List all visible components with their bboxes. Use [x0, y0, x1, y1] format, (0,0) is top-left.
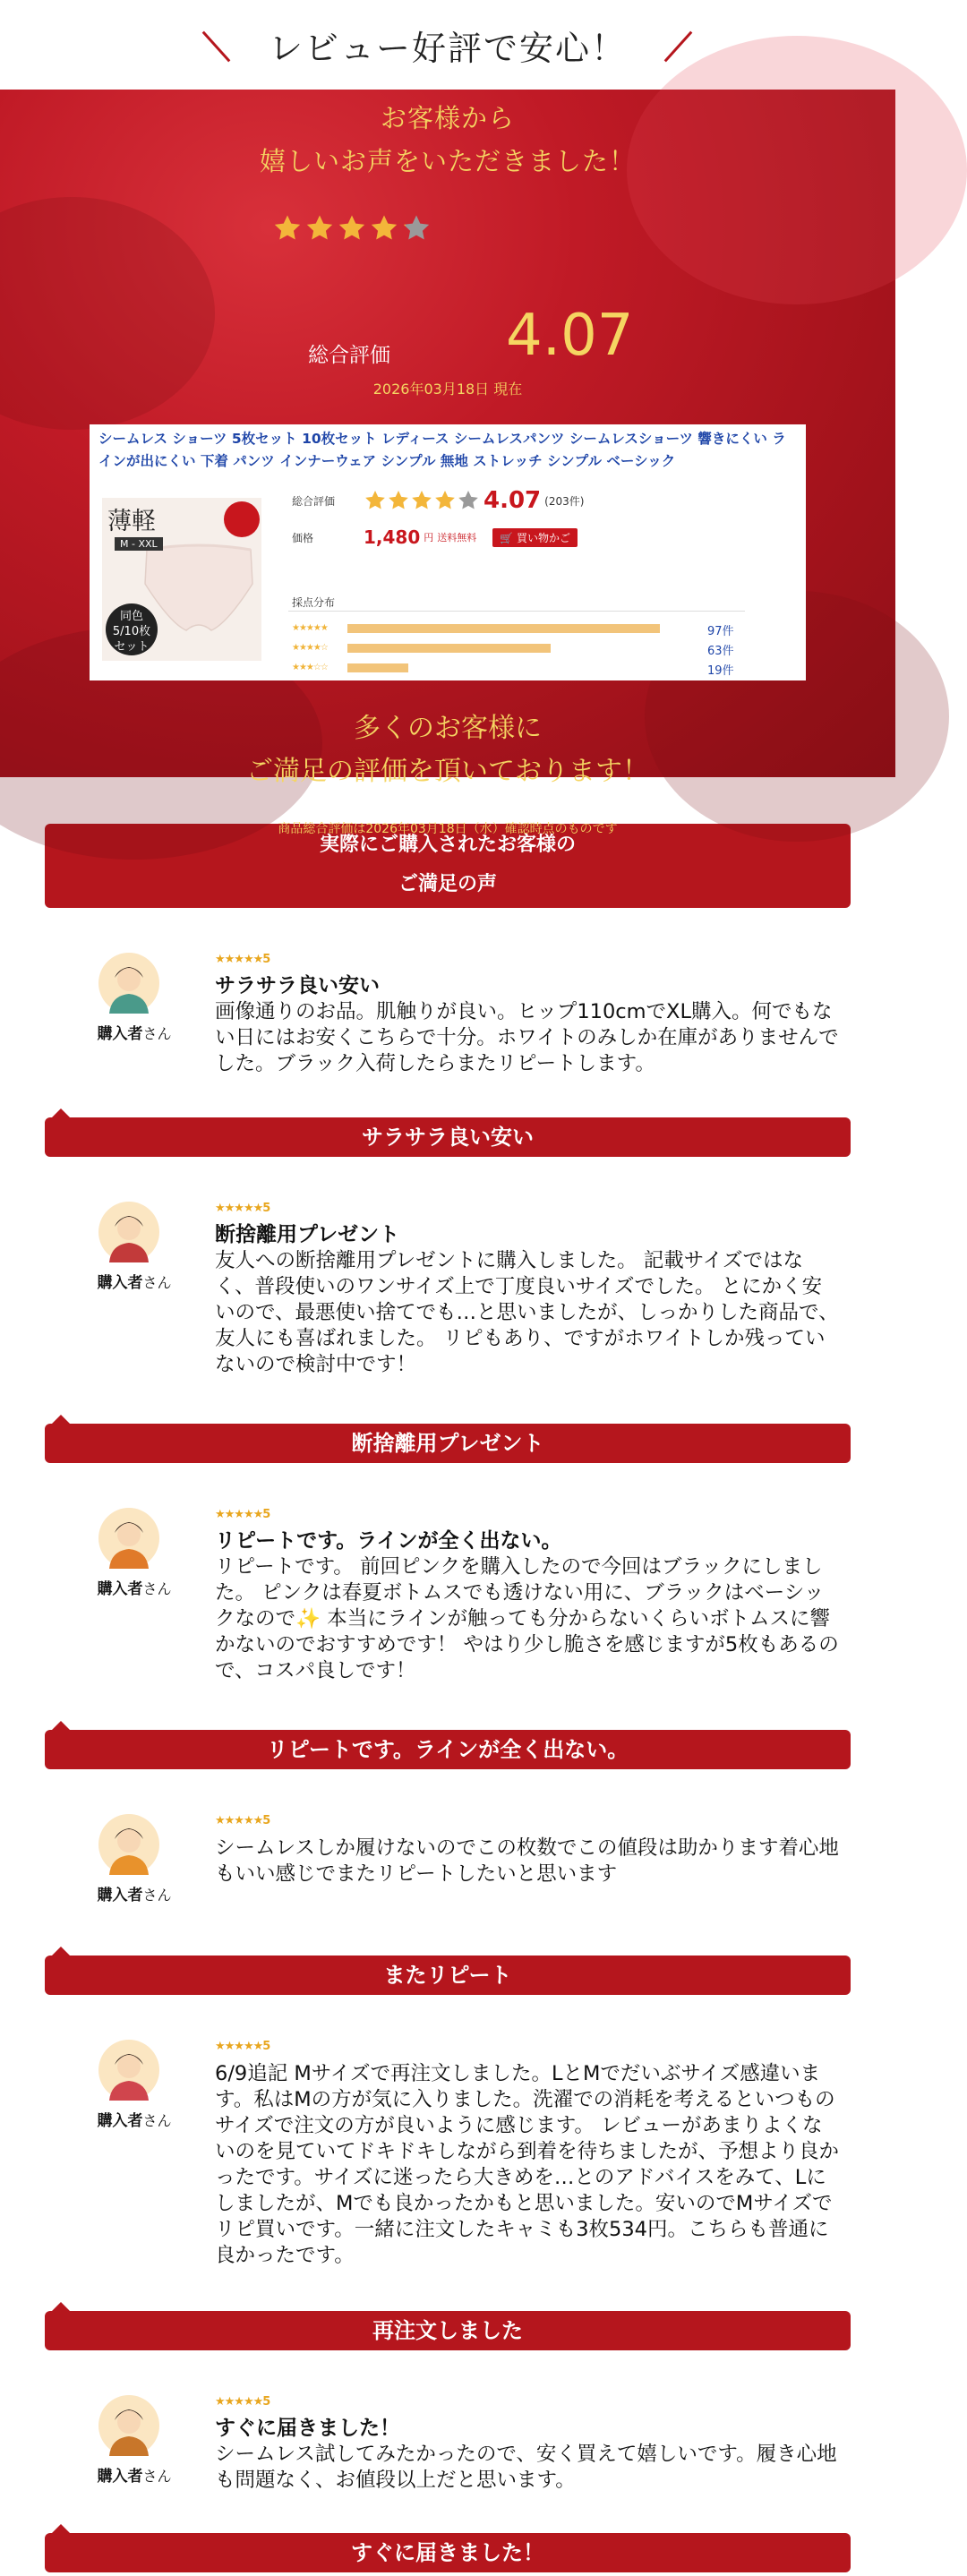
- hero-lead-line1: お客様から: [380, 103, 515, 133]
- review-card: [45, 1202, 851, 1467]
- review-headline-bar: 再注文しました: [45, 2311, 851, 2350]
- distribution-title: 採点分布: [292, 596, 336, 609]
- review-card: [45, 2040, 851, 2354]
- reviewer-name-text: 購入者: [97, 1580, 143, 1598]
- distribution-bar: [347, 663, 408, 672]
- rating-score: 4.07: [506, 303, 634, 369]
- reviewer-name-text: 購入者: [97, 1025, 143, 1043]
- product-rating-row: [292, 487, 584, 514]
- hero-bottom-line2: ご満足の評価を頂いております！: [246, 756, 649, 787]
- reviewer-name-text: 購入者: [97, 2112, 143, 2130]
- reviewer-suffix: さん: [142, 2468, 172, 2485]
- distribution-bar: [347, 624, 660, 633]
- review-title: すぐに届きました！: [215, 2417, 400, 2440]
- reviewer-suffix: さん: [142, 1025, 172, 1042]
- review-headline-bar: 断捨離用プレゼント: [45, 1424, 851, 1463]
- price-label: 価格: [292, 531, 314, 544]
- reviewer-avatar: [98, 2040, 159, 2101]
- product-rating-stars: [364, 489, 480, 512]
- distribution-stars: ★★★☆☆: [292, 663, 328, 672]
- thumb-red-badge: [224, 501, 260, 537]
- review-headline-bar: サラサラ良い安い: [45, 1117, 851, 1157]
- review-headline-bar: またリピート: [45, 1956, 851, 1995]
- distribution-bar: [347, 644, 551, 653]
- person-icon: [98, 2395, 159, 2456]
- decor-slash-left: [202, 31, 231, 63]
- hero-lead-line2: 嬉しいお声をいただきました！: [259, 146, 636, 176]
- review-stars: ★★★★★5: [215, 2040, 270, 2053]
- rating-date: 2026年03月18日 現在: [372, 381, 523, 398]
- reviewer-avatar: [98, 953, 159, 1014]
- add-to-cart-button[interactable]: 🛒 買い物かご: [492, 528, 578, 547]
- person-icon: [98, 2040, 159, 2101]
- star-icon: [433, 489, 457, 512]
- page-title: レビュー好評で安心！: [268, 28, 627, 68]
- thumb-set-badge: 同色 5/10枚 セット: [106, 603, 158, 655]
- star-icon: [410, 489, 433, 512]
- distribution-count[interactable]: 97件: [707, 625, 734, 638]
- star-icon: [369, 213, 399, 244]
- product-rating-score: 4.07: [484, 487, 542, 514]
- distribution-stars: ★★★★★: [292, 623, 328, 633]
- distribution-count[interactable]: 19件: [707, 664, 734, 678]
- review-stars: ★★★★★5: [215, 2395, 270, 2409]
- distribution-row: [292, 643, 706, 653]
- person-icon: [98, 1814, 159, 1875]
- review-card: [45, 953, 851, 1160]
- thumb-title: 薄軽: [107, 508, 156, 535]
- product-price-row: [292, 526, 578, 548]
- divider: [288, 611, 745, 612]
- review-body: 友人への断捨離用プレゼントに購入しました。 記載サイズではなく、普段使いのワンサイズ上で丁度良いサイズでした。 とにかく安いので、最悪使い捨てでも…と思いましたが、しっかりした商品で、友人にも喜ばれました。 リピもあり、ですがホワイトしか残っていないので検討中です！: [215, 1249, 839, 1376]
- reviews-banner-line1: 実際にご購入されたお客様の: [319, 834, 576, 856]
- reviews-section: [0, 777, 895, 2576]
- reviewer-avatar: [98, 1814, 159, 1875]
- star-icon: [337, 213, 367, 244]
- review-body: シームレスしか履けないのでこの枚数でこの値段は助かります着心地もいい感じでまたリピートしたいと思います: [215, 1836, 839, 1886]
- person-icon: [98, 1202, 159, 1262]
- price-value: 1,480: [364, 526, 421, 548]
- review-body: 6/9追記 Mサイズで再注文しました。LとMでだいぶサイズ感違います。私はMの方が気に入りました。洗濯での消耗を考えるといつものサイズで注文の方が良いように感じます。 レビューがあまりよくないのを見ていてドキドキしながら到着を待ちましたが、予想より良かったです。サイズに迷ったら大きめを…とのアドバイスをみて、Lにしましたが、Mでも良かったかもと思いました。安いのでMサイズでリピ買いです。一緒に注文したキャミも3枚534円。こちらも普通に良かったです。: [215, 2062, 840, 2267]
- product-title-link[interactable]: シームレス ショーツ 5枚セット 10枚セット レディース シームレスパンツ シームレスショーツ 響きにくい ラインが出にくい 下着 パンツ インナーウェア シンプル 無地 ストレッチ シンプル ベーシック: [98, 431, 786, 469]
- distribution-count[interactable]: 63件: [707, 645, 734, 658]
- hero-note: 商品総合評価は2026年03月18日（水）確認時点のものです: [278, 822, 618, 836]
- reviewer-avatar: [98, 1508, 159, 1569]
- reviewer-name: [90, 2463, 179, 2486]
- add-to-cart-label: 買い物かご: [517, 531, 571, 544]
- reviewer-suffix: さん: [142, 1274, 172, 1291]
- review-body: シームレス試してみたかったので、安く買えて嬉しいです。履き心地も問題なく、お値段以上だと思います。: [215, 2443, 837, 2492]
- reviewer-suffix: さん: [142, 2112, 172, 2129]
- reviewer-name-text: 購入者: [97, 1274, 143, 1292]
- reviewer-name: [90, 1021, 179, 1043]
- review-stars: ★★★★★5: [215, 1814, 270, 1827]
- reviewer-suffix: さん: [142, 1580, 172, 1597]
- review-list: [0, 953, 895, 2576]
- person-icon: [98, 953, 159, 1014]
- review-card: [45, 2395, 851, 2576]
- reviewer-avatar: [98, 1202, 159, 1262]
- review-title: サラサラ良い安い: [215, 974, 380, 997]
- reviewer-name-text: 購入者: [97, 1887, 143, 1904]
- review-headline-bar: リピートです。ラインが全く出ない。: [45, 1730, 851, 1769]
- review-title: リピートです。ラインが全く出ない。: [215, 1529, 562, 1553]
- hero-bottom-line1: 多くのお客様に: [354, 713, 542, 744]
- distribution-row: [292, 623, 706, 633]
- star-icon: [387, 489, 410, 512]
- rating-stars: [272, 213, 432, 244]
- star-icon: [272, 213, 303, 244]
- reviewer-name: [90, 2108, 179, 2130]
- shipping-label: 送料無料: [437, 532, 477, 543]
- reviews-banner-line2: ご満足の声: [398, 873, 497, 895]
- review-title: 断捨離用プレゼント: [215, 1223, 400, 1246]
- review-stars: ★★★★★5: [215, 953, 270, 966]
- product-thumbnail[interactable]: [102, 498, 261, 661]
- reviewer-suffix: さん: [142, 1887, 172, 1904]
- review-body: リピートです。 前回ピンクを購入したので今回はブラックにしました。 ピンクは春夏ボトムスでも透けない用に、ブラックはベーシックなので✨ 本当にラインが触っても分からないくらいボトムスに響かないのでおすすめです！ やはり少し脆さを感じますが5枚もあるので、コスパ良しです！: [215, 1555, 839, 1682]
- reviewer-avatar: [98, 2395, 159, 2456]
- price-unit: 円: [424, 532, 434, 543]
- review-stars: ★★★★★5: [215, 1202, 270, 1215]
- star-icon: [457, 489, 480, 512]
- star-icon: [364, 489, 387, 512]
- texture-blob: [627, 36, 967, 304]
- product-card[interactable]: [90, 424, 806, 680]
- reviewer-name: [90, 1270, 179, 1292]
- review-card: [45, 1814, 851, 1998]
- distribution-track: [347, 624, 706, 633]
- distribution-row: [292, 663, 706, 672]
- hero-bottom: [0, 707, 895, 793]
- distribution-stars: ★★★★☆: [292, 643, 328, 653]
- thumb-size: M - XXL: [115, 537, 163, 551]
- star-icon: [401, 213, 432, 244]
- distribution-track: [347, 663, 706, 672]
- person-icon: [98, 1508, 159, 1569]
- decor-slash-right: [664, 31, 693, 63]
- rating-hero: [0, 90, 895, 836]
- review-stars: ★★★★★5: [215, 1508, 270, 1521]
- product-review-count[interactable]: (203件): [544, 494, 585, 508]
- review-headline-bar: すぐに届きました！: [45, 2533, 851, 2572]
- reviewer-name: [90, 1576, 179, 1598]
- review-body: 画像通りのお品。肌触りが良い。ヒップ110cmでXL購入。何でもない日にはお安くこちらで十分。ホワイトのみしか在庫がありませんでした。ブラック入荷したらまたリピートします。: [215, 1000, 839, 1075]
- reviewer-name-text: 購入者: [97, 2468, 143, 2486]
- rating-label: 総合評価: [308, 344, 390, 367]
- distribution-track: [347, 644, 706, 653]
- star-icon: [304, 213, 335, 244]
- reviewer-name: [90, 1882, 179, 1904]
- product-rating-label: 総合評価: [292, 494, 336, 508]
- review-card: [45, 1508, 851, 1773]
